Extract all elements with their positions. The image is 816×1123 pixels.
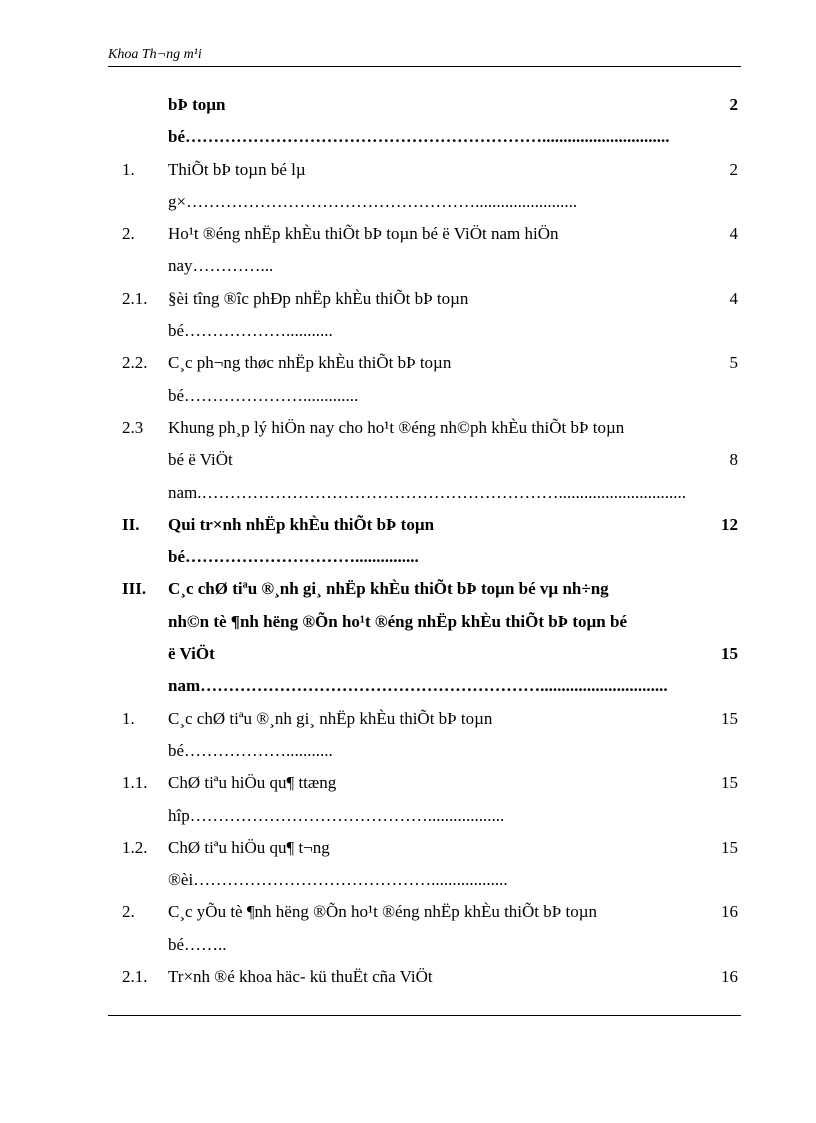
toc-entry-text: bé ë ViÖt [168, 450, 233, 470]
toc-entry-line [0, 512, 816, 544]
toc-entry-text: ®èi…………………………………….................. [168, 870, 508, 890]
toc-entry-line [0, 157, 816, 189]
toc-entry-line [0, 189, 816, 221]
toc-entry-text: ChØ tiªu hiÖu qu¶ ttæng [168, 773, 337, 793]
toc-entry-line [0, 447, 816, 479]
toc-entry-page-number: 5 [729, 353, 738, 373]
toc-entry-line [0, 641, 816, 673]
toc-entry-text: bé……………………………………………………….............................. [168, 127, 670, 147]
toc-entry-line [0, 738, 816, 770]
toc-entry-number: III. [122, 579, 147, 599]
toc-entry-number: 1.2. [122, 837, 148, 857]
toc-entry-line [0, 932, 816, 964]
table-of-contents [0, 92, 816, 996]
footer-rule [108, 1015, 741, 1016]
header-rule [108, 66, 741, 67]
toc-entry-number: 2.1. [122, 288, 148, 308]
toc-entry-text: nay…………... [168, 256, 274, 276]
toc-entry-line [0, 706, 816, 738]
toc-entry-page-number: 2 [729, 95, 738, 114]
toc-entry-line [0, 544, 816, 576]
toc-entry-number: 2. [122, 224, 135, 244]
toc-entry-number: 2.3 [122, 417, 144, 437]
toc-entry-text: nh©n tè ¶nh hëng ®Õn ho¹t ®éng nhËp khÈu thiÕt bÞ toµn bé [168, 611, 627, 631]
toc-entry-line [0, 835, 816, 867]
toc-entry-number: 1. [122, 708, 135, 728]
toc-entry-text: Ho¹t ®éng nhËp khÈu thiÕt bÞ toµn bé ë ViÖt nam hiÖn [168, 224, 559, 244]
toc-entry-text: §èi tîng ®îc phÐp nhËp khÈu thiÕt bÞ toµn [168, 288, 469, 308]
toc-entry-line [0, 92, 816, 124]
toc-entry-text: C¸c chØ tiªu ®¸nh gi¸ nhËp khÈu thiÕt bÞ toµn bé vµ nh÷ng [168, 579, 609, 599]
toc-entry-number: 1. [122, 159, 135, 179]
toc-entry-line [0, 867, 816, 899]
toc-entry-number: 1.1. [122, 773, 148, 793]
toc-entry-text: hîp…………………………………….................. [168, 805, 505, 825]
toc-entry-number: 2.2. [122, 353, 148, 373]
toc-entry-line [0, 415, 816, 447]
toc-entry-line [0, 609, 816, 641]
toc-entry-text: C¸c ph¬ng thøc nhËp khÈu thiÕt bÞ toµn [168, 353, 452, 373]
toc-entry-page-number: 12 [721, 514, 738, 534]
toc-entry-text: nam…………………………………………………….............................. [168, 676, 668, 696]
page-header-title: Khoa Th¬ng m¹i [108, 47, 202, 62]
toc-entry-page-number: 15 [721, 773, 738, 793]
toc-entry-line [0, 770, 816, 802]
toc-entry-text: bé………………........... [168, 321, 333, 341]
toc-entry-text: Khung ph¸p lý hiÖn nay cho ho¹t ®éng nh©ph khÈu thiÕt bÞ toµn [168, 417, 625, 437]
toc-entry-page-number: 16 [721, 967, 738, 987]
toc-entry-line [0, 318, 816, 350]
toc-entry-page-number: 16 [721, 902, 738, 922]
toc-entry-line [0, 964, 816, 996]
toc-entry-text: bé…….. [168, 934, 227, 954]
toc-entry-line [0, 673, 816, 705]
toc-entry-line [0, 383, 816, 415]
toc-entry-page-number: 15 [721, 644, 738, 664]
toc-entry-line [0, 803, 816, 835]
toc-entry-text: bÞ toµn [168, 95, 226, 114]
toc-entry-text: ë ViÖt [168, 644, 215, 664]
toc-entry-text: bé………………........... [168, 740, 333, 760]
toc-entry-page-number: 4 [729, 288, 738, 308]
toc-entry-line [0, 286, 816, 318]
toc-entry-page-number: 15 [721, 837, 738, 857]
toc-entry-text: Qui tr×nh nhËp khÈu thiÕt bÞ toµn [168, 514, 435, 534]
toc-entry-number: 2. [122, 902, 135, 922]
toc-entry-text: ThiÕt bÞ toµn bé lµ [168, 159, 306, 179]
toc-entry-page-number: 8 [729, 450, 738, 470]
toc-entry-text: Tr×nh ®é khoa häc- kü thuËt cña ViÖt [168, 967, 433, 987]
toc-entry-page-number: 2 [729, 159, 738, 179]
toc-entry-text: bé…………………............. [168, 385, 359, 405]
toc-entry-text: g×……………………………………………........................ [168, 191, 578, 211]
toc-entry-page-number: 15 [721, 708, 738, 728]
toc-entry-text: nam.……………………………………………………….............................. [168, 482, 687, 502]
toc-entry-text: C¸c chØ tiªu ®¸nh gi¸ nhËp khÈu thiÕt bÞ toµn [168, 708, 493, 728]
toc-entry-text: ChØ tiªu hiÖu qu¶ t¬ng [168, 837, 330, 857]
toc-entry-line [0, 253, 816, 285]
toc-entry-line [0, 221, 816, 253]
toc-entry-number: 2.1. [122, 967, 148, 987]
toc-entry-text: bé…………………………............... [168, 547, 419, 567]
toc-entry-text: C¸c yÕu tè ¶nh hëng ®Õn ho¹t ®éng nhËp khÈu thiÕt bÞ toµn [168, 902, 598, 922]
toc-entry-line [0, 124, 816, 156]
toc-entry-line [0, 576, 816, 608]
toc-entry-line [0, 480, 816, 512]
toc-entry-line [0, 899, 816, 931]
toc-entry-number: II. [122, 514, 140, 534]
toc-entry-line [0, 350, 816, 382]
toc-entry-page-number: 4 [729, 224, 738, 244]
